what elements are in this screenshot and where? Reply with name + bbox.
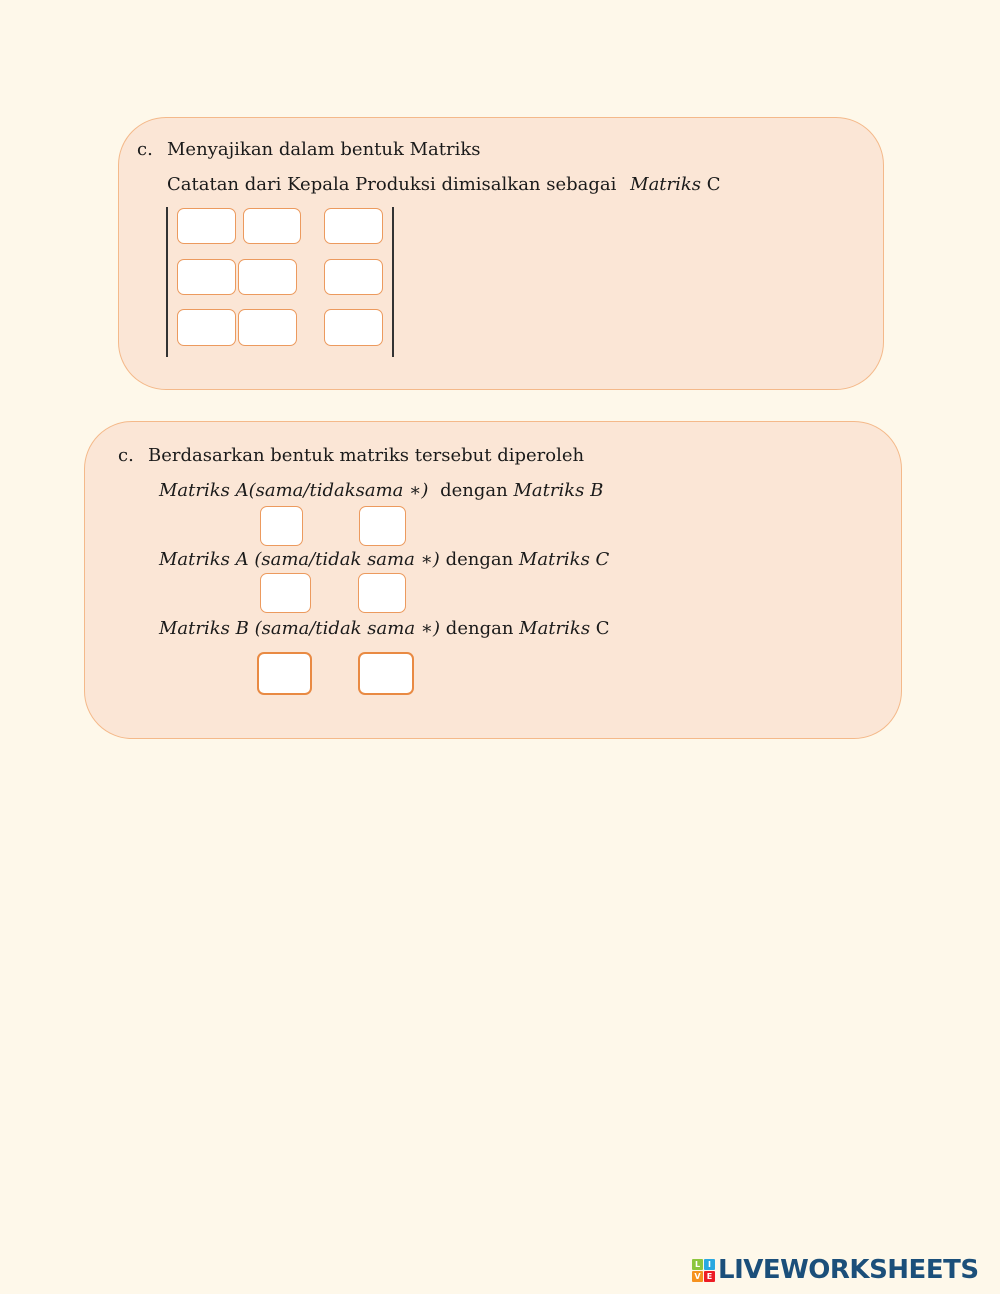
- liveworksheets-logo-icon: [692, 1259, 715, 1282]
- liveworksheets-logo: [692, 1254, 979, 1286]
- logo-icon-tile-i: I: [704, 1259, 715, 1270]
- section-c1-title: Menyajikan dalam bentuk Matriks: [167, 139, 481, 160]
- comparison-line-1: [159, 480, 603, 502]
- answer-box-2b[interactable]: [358, 573, 406, 613]
- note-matrix-word: Matriks: [630, 174, 702, 195]
- matrix-c-cell-3-3[interactable]: [324, 309, 383, 346]
- note-text: Catatan dari Kepala Produksi dimisalkan sebagai: [167, 174, 617, 195]
- comparison-line-3: [159, 618, 610, 640]
- line2-right: Matriks C: [518, 549, 610, 570]
- line3-right-word: Matriks: [519, 618, 591, 639]
- matrix-right-bar: [392, 207, 394, 357]
- answer-box-2a[interactable]: [260, 573, 311, 613]
- logo-icon-tile-e: E: [704, 1271, 715, 1282]
- section-c1-note: [167, 174, 721, 196]
- matrix-c-cell-1-3[interactable]: [324, 208, 383, 244]
- matrix-c-cell-3-1[interactable]: [177, 309, 236, 346]
- matrix-c-cell-1-2[interactable]: [243, 208, 301, 244]
- matrix-c-cell-2-1[interactable]: [177, 259, 236, 295]
- line2-middle: dengan: [445, 549, 514, 570]
- line3-middle: dengan: [445, 618, 514, 639]
- matrix-c-cell-2-2[interactable]: [238, 259, 297, 295]
- section-c2-title: Berdasarkan bentuk matriks tersebut diperoleh: [148, 445, 585, 466]
- comparison-line-2: [159, 549, 609, 571]
- logo-icon-tile-l: L: [692, 1259, 703, 1270]
- answer-box-3a[interactable]: [257, 652, 312, 695]
- answer-box-1a[interactable]: [260, 506, 303, 546]
- line1-middle: dengan: [440, 480, 508, 501]
- matrix-c-cell-3-2[interactable]: [238, 309, 297, 346]
- matrix-c-cell-2-3[interactable]: [324, 259, 383, 295]
- line3-right-letter: C: [595, 618, 610, 639]
- line1-left: Matriks A(sama/tidaksama ∗): [159, 480, 429, 501]
- matrix-c-cell-1-1[interactable]: [177, 208, 236, 244]
- section-c1-marker: c.: [137, 139, 153, 160]
- answer-box-1b[interactable]: [359, 506, 406, 546]
- matrix-left-bar: [166, 207, 168, 357]
- note-matrix-letter: C: [706, 174, 721, 195]
- line2-left: Matriks A (sama/tidak sama ∗): [159, 549, 440, 570]
- answer-box-3b[interactable]: [358, 652, 414, 695]
- comparison-panel: [84, 421, 902, 739]
- line1-right: Matriks B: [513, 480, 604, 501]
- line3-left: Matriks B (sama/tidak sama ∗): [159, 618, 441, 639]
- liveworksheets-logo-text: LIVEWORKSHEETS: [718, 1255, 979, 1285]
- section-c2-marker: c.: [118, 445, 134, 466]
- logo-icon-tile-v: V: [692, 1271, 703, 1282]
